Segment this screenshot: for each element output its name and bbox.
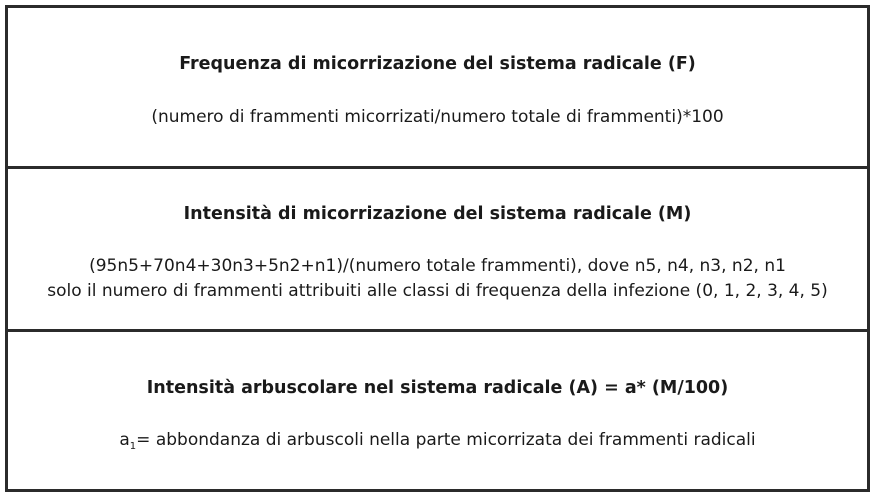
arbuscular-title: Intensità arbuscolare nel sistema radicale (A) = a* (M/100) [146,378,729,398]
intensity-formula-line2: solo il numero di frammenti attribuiti alle classi di frequenza della infezione (0, 1, 2, 3, 4, 5) [47,281,828,301]
arbuscular-definition-text: = abbondanza di arbuscoli nella parte micorrizata dei frammenti radicali [136,430,756,450]
formula-table [5,5,870,492]
section-intensity [8,169,867,332]
arbuscular-variable: a [119,430,130,450]
arbuscular-subscript: 1 [129,441,137,452]
intensity-formula-line1: (95n5+70n4+30n3+5n2+n1)/(numero totale frammenti), dove n5, n4, n3, n2, n1 [89,256,786,276]
frequency-title: Frequenza di micorrizazione del sistema radicale (F) [179,54,696,74]
frequency-formula: (numero di frammenti micorrizati/numero totale di frammenti)*100 [151,107,724,127]
section-arbuscular [8,332,867,489]
section-frequency [8,8,867,169]
intensity-title: Intensità di micorrizazione del sistema radicale (M) [183,204,692,224]
arbuscular-definition [8,429,867,451]
